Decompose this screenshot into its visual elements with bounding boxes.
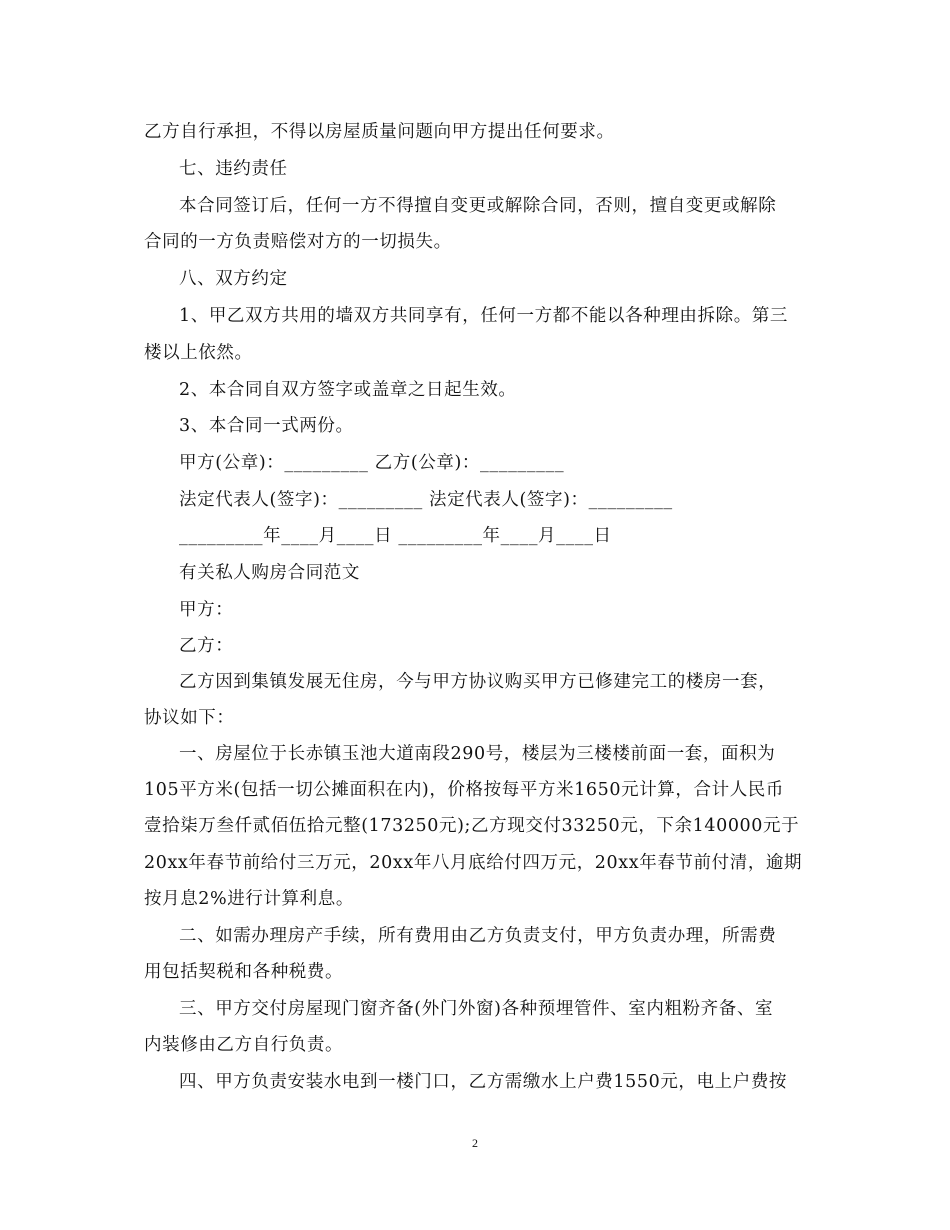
section-heading: 八、双方约定 [179, 269, 288, 289]
text-line: 本合同签订后，任何一方不得擅自变更或解除合同，否则，擅自变更或解除 [179, 196, 777, 216]
text-line: 合同的一方负责赔偿对方的一切损失。 [144, 232, 452, 252]
text-line: 楼以上依然。 [144, 343, 253, 363]
text-line: 按月息2%进行计算利息。 [144, 889, 354, 909]
text-line: 三、甲方交付房屋现门窗齐备(外门外窗)各种预埋管件、室内粗粉齐备、室 [179, 999, 774, 1019]
text-line: 协议如下： [144, 708, 235, 728]
signature-rep-line: 法定代表人(签字)：_________ 法定代表人(签字)：_________ [179, 490, 673, 510]
text-line: 乙方自行承担，不得以房屋质量问题向甲方提出任何要求。 [144, 122, 615, 142]
text-line: 3、本合同一式两份。 [179, 416, 354, 436]
text-line: 20xx年春节前给付三万元，20xx年八月底给付四万元，20xx年春节前付清，逾期 [144, 853, 803, 873]
text-line: 一、房屋位于长赤镇玉池大道南段290号，楼层为三楼楼前面一套，面积为 [179, 744, 776, 764]
section-heading: 七、违约责任 [179, 159, 288, 179]
text-line: 壹拾柒万叁仟贰佰伍拾元整(173250元);乙方现交付33250元，下余140000元于 [144, 816, 800, 836]
text-line: 二、如需办理房产手续，所有费用由乙方负责支付，甲方负责办理，所需费 [179, 926, 777, 946]
document-title: 有关私人购房合同范文 [179, 563, 360, 583]
text-line: 1、甲乙双方共用的墙双方共同享有，任何一方都不能以各种理由拆除。第三 [179, 306, 789, 326]
text-line: 用包括契税和各种税费。 [144, 962, 344, 982]
text-line: 四、甲方负责安装水电到一楼门口，乙方需缴水上户费1550元，电上户费按 [179, 1072, 788, 1092]
page-number: 2 [472, 1136, 478, 1150]
text-line: 内装修由乙方自行负责。 [144, 1035, 344, 1055]
text-line: 乙方因到集镇发展无住房，今与甲方协议购买甲方已修建完工的楼房一套， [179, 672, 777, 692]
text-line: 2、本合同自双方签字或盖章之日起生效。 [179, 380, 517, 400]
signature-date-line: _________年____月____日 _________年____月____日 [179, 526, 612, 546]
signature-seal-line: 甲方(公章)：_________ 乙方(公章)：_________ [179, 453, 565, 473]
party-b-field: 乙方： [179, 636, 234, 656]
party-a-field: 甲方： [179, 600, 234, 620]
text-line: 105平方米(包括一切公摊面积在内)，价格按每平方米1650元计算，合计人民币 [144, 780, 784, 800]
